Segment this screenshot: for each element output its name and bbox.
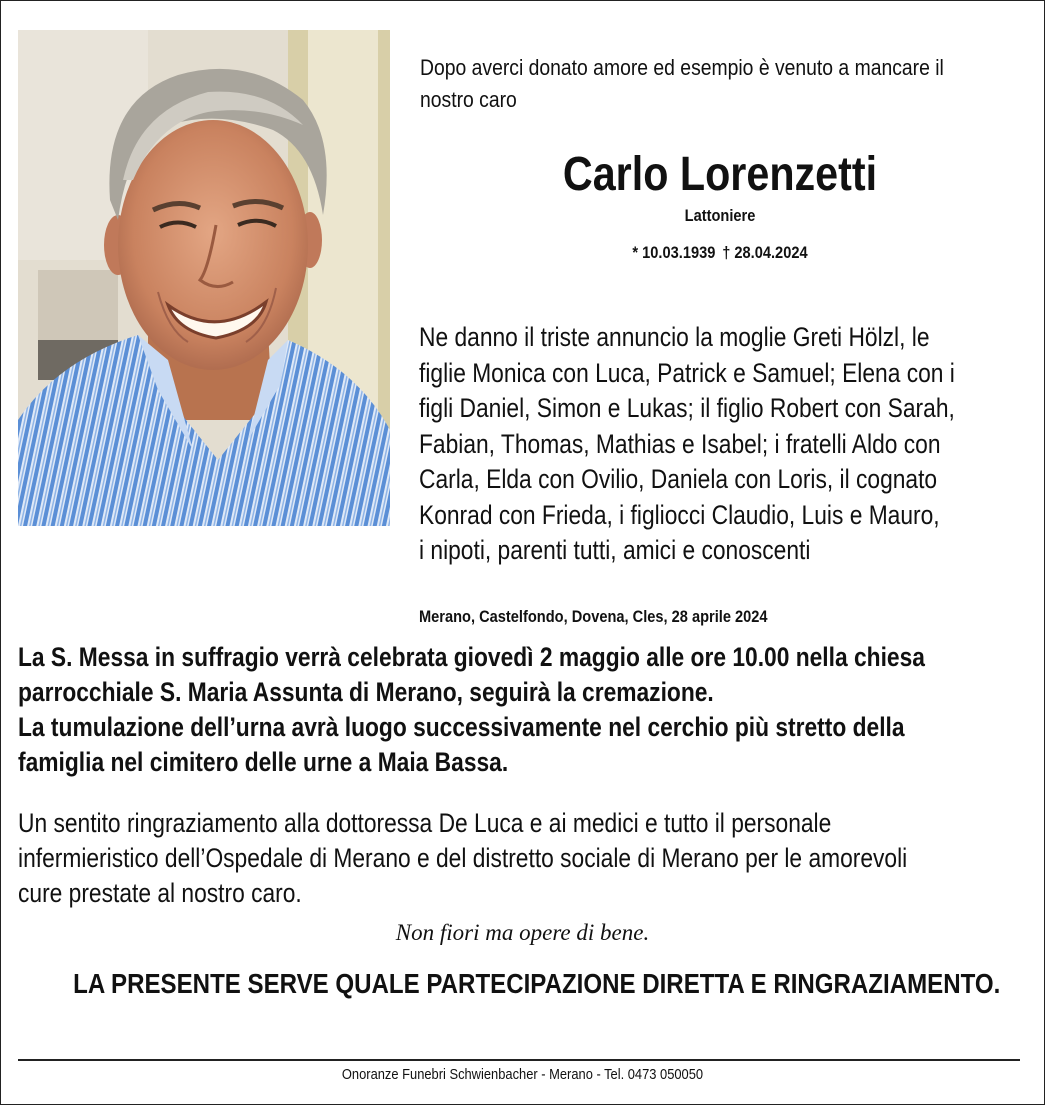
mass-line: parrocchiale S. Maria Assunta di Merano, seguirà la cremazione. bbox=[18, 677, 714, 707]
participation-statement bbox=[0, 968, 1045, 1000]
intro-line: Dopo averci donato amore ed esempio è venuto a mancare il bbox=[420, 55, 944, 80]
footer-divider bbox=[18, 1059, 1020, 1061]
thanks-line: cure prestate al nostro caro. bbox=[18, 878, 302, 908]
intro-text bbox=[420, 52, 1029, 116]
place-date bbox=[419, 607, 824, 627]
mass-announcement bbox=[18, 640, 1045, 780]
mourners-line: Ne danno il triste annuncio la moglie Greti Hölzl, le bbox=[419, 322, 930, 352]
deceased-profession bbox=[420, 206, 1020, 226]
mourners-line: figlie Monica con Luca, Patrick e Samuel; Elena con i bbox=[419, 357, 955, 388]
statement-text: LA PRESENTE SERVE QUALE PARTECIPAZIONE DIRETTA E RINGRAZIAMENTO. bbox=[73, 968, 1001, 999]
mourners-paragraph bbox=[419, 320, 1042, 569]
intro-line: nostro caro bbox=[420, 87, 517, 112]
mourners-line: Konrad con Frieda, i figliocci Claudio, Luis e Mauro, bbox=[419, 499, 940, 530]
portrait-illustration bbox=[18, 30, 390, 526]
footer-text: Onoranze Funebri Schwienbacher - Merano - Tel. 0473 050050 bbox=[341, 1066, 704, 1083]
thanks-line: infermieristico dell’Ospedale di Merano e del distretto sociale di Merano per le amorevoli bbox=[18, 843, 908, 873]
mourners-line: Carla, Elda con Ovilio, Daniela con Loris, il cognato bbox=[419, 464, 938, 494]
thanks-line: Un sentito ringraziamento alla dottoressa De Luca e ai medici e tutto il personale bbox=[18, 808, 832, 838]
death-date: † 28.04.2024 bbox=[722, 243, 808, 262]
mass-line: La tumulazione dell’urna avrà luogo successivamente nel cerchio più stretto della bbox=[18, 712, 905, 742]
mourners-line: Fabian, Thomas, Mathias e Isabel; i fratelli Aldo con bbox=[419, 428, 941, 459]
place-date-text: Merano, Castelfondo, Dovena, Cles, 28 aprile 2024 bbox=[419, 607, 768, 626]
mourners-line: figli Daniel, Simon e Lukas; il figlio Robert con Sarah, bbox=[419, 393, 955, 423]
funeral-home-footer bbox=[0, 1066, 1045, 1083]
profession-text: Lattoniere bbox=[684, 206, 756, 225]
mourners-line: i nipoti, parenti tutti, amici e conoscenti bbox=[419, 535, 811, 565]
portrait-photo bbox=[18, 30, 390, 526]
motto: Non fiori ma opere di bene. bbox=[395, 920, 650, 945]
life-dates bbox=[420, 243, 1020, 263]
deceased-name bbox=[420, 145, 1020, 205]
birth-date: * 10.03.1939 bbox=[632, 243, 716, 262]
mass-line: famiglia nel cimitero delle urne a Maia Bassa. bbox=[18, 747, 509, 777]
thanks-paragraph bbox=[18, 806, 1045, 911]
mass-line: La S. Messa in suffragio verrà celebrata giovedì 2 maggio alle ore 10.00 nella chiesa bbox=[18, 642, 925, 672]
deceased-name-text: Carlo Lorenzetti bbox=[562, 148, 878, 201]
